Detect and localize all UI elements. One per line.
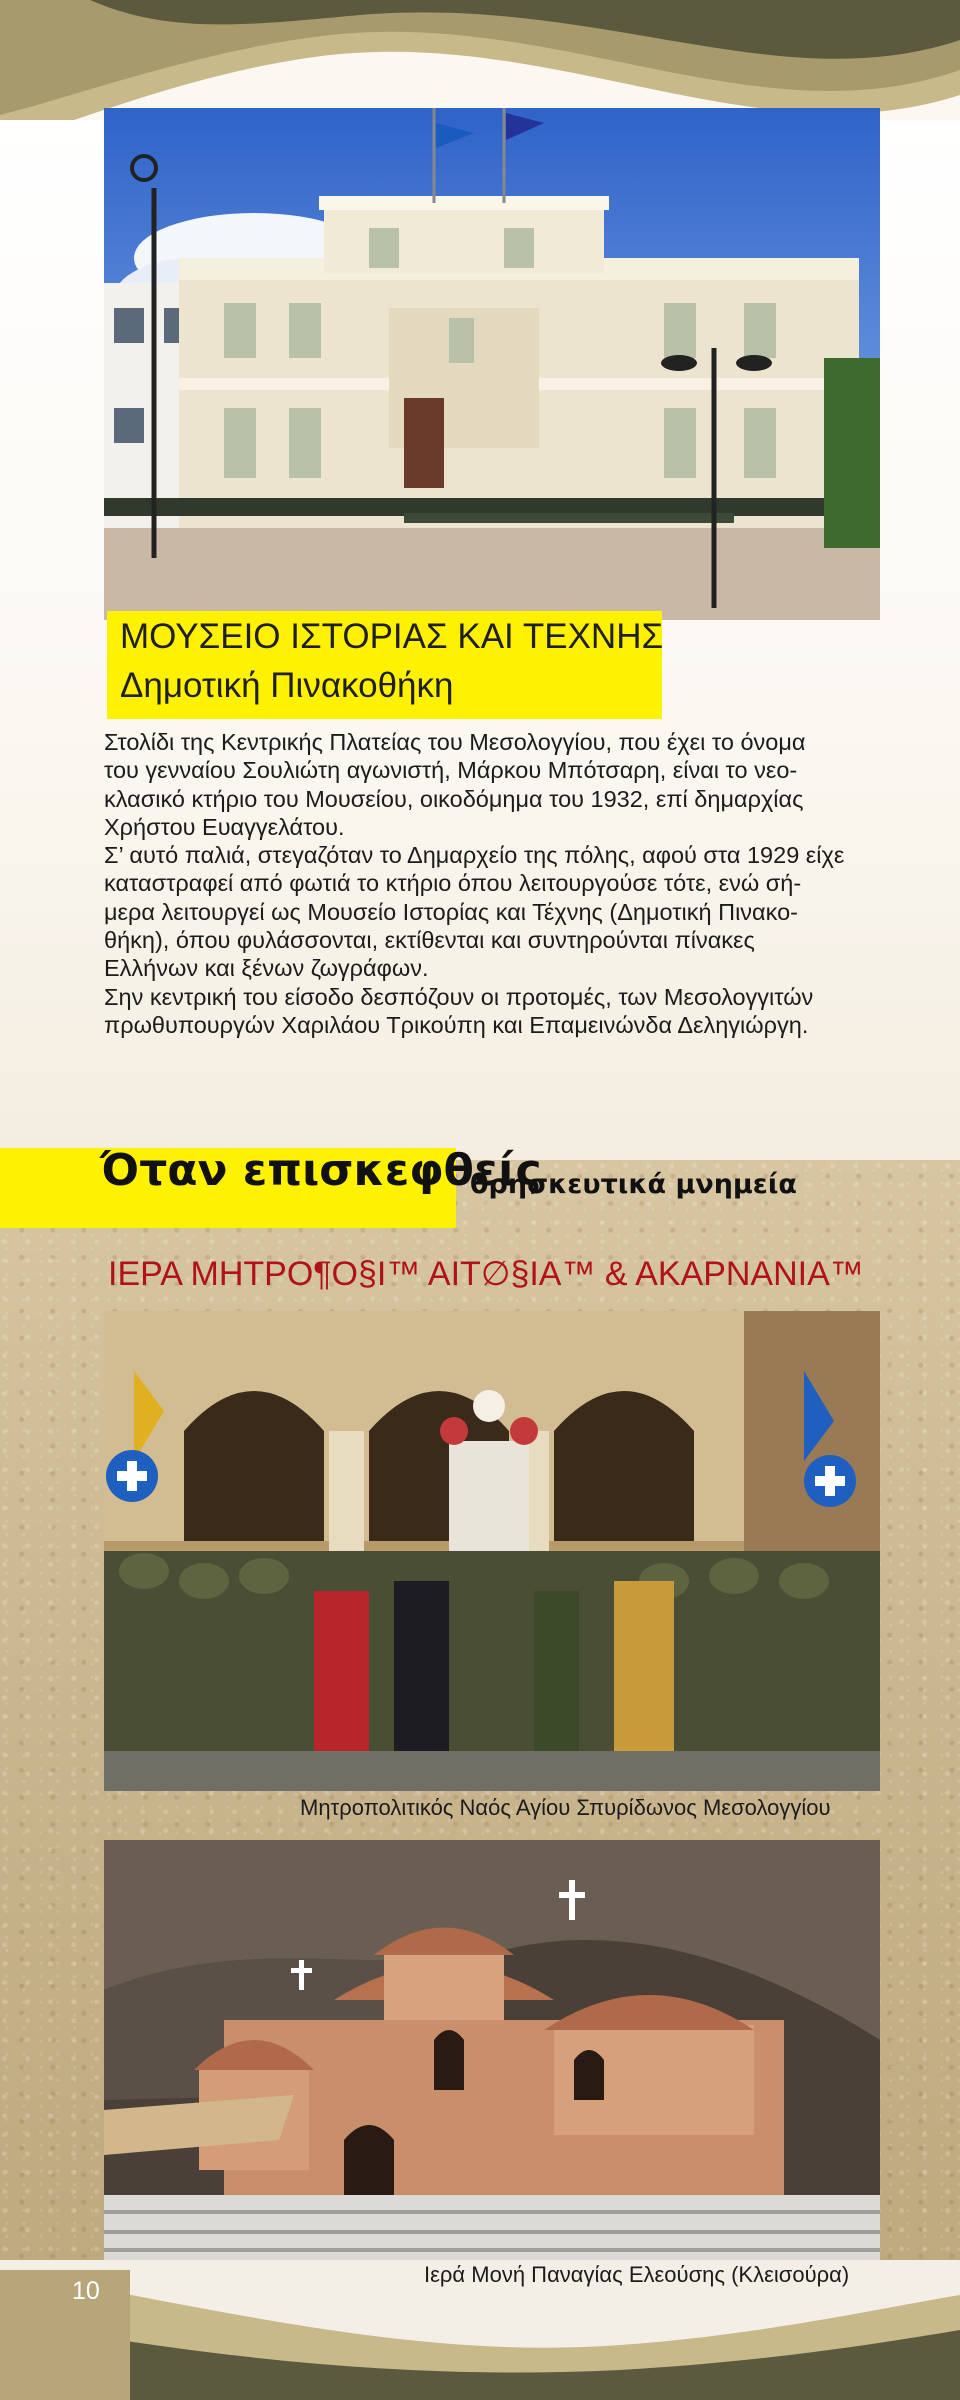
description-line: Χρήστου Ευαγγελάτου.	[104, 813, 345, 840]
page-number: 10	[72, 2277, 100, 2305]
bottom-decorative-band	[0, 2210, 960, 2400]
description-line: Στολίδι της Κεντρικής Πλατείας του Μεσολογγίου, που έχει το όνομα	[104, 729, 806, 755]
section-subheading: θρησκευτικά μνημεία	[470, 1169, 797, 1200]
cathedral-caption: Μητροπολιτικός Ναός Αγίου Σπυρίδωνος Μεσολογγίου	[300, 1795, 831, 1820]
cathedral-procession-photo	[104, 1311, 880, 1791]
description-line: Σην κεντρική του είσοδο δεσπόζουν οι προτομές, των Μεσολογγιτών	[104, 983, 814, 1010]
section-heading: Όταν επισκεφθείς	[100, 1145, 542, 1196]
monastery-caption: Ιερά Μονή Παναγίας Ελεούσης (Κλεισούρα)	[424, 2262, 850, 2287]
museum-building-photo	[104, 108, 880, 620]
monastery-photo	[104, 1840, 880, 2260]
description-line: πρωθυπουργών Χαριλάου Τρικούπη και Επαμεινώνδα Δεληγιώργη.	[104, 1011, 809, 1038]
description-line: κλασικό κτήριο του Μουσείου, οικοδόμημα του 1932, επί δημαρχίας	[104, 785, 804, 812]
description-line: καταστραφεί από φωτιά το κτήριο όπου λειτουργούσε τότε, ενώ σή-	[104, 870, 802, 897]
museum-title: ΜΟΥΣΕΙΟ ΙΣΤΟΡΙΑΣ ΚΑΙ ΤΕΧΝΗΣ	[120, 617, 664, 656]
diocese-title: ΙΕΡΑ ΜΗΤΡΟ¶Ο§Ι™ ΑΙΤ∅§ΙΑ™ & ΑΚΑΡΝΑΝΙΑ™	[108, 1255, 864, 1293]
description-line: του γενναίου Σουλιώτη αγωνιστή, Μάρκου Μπότσαρη, είναι το νεο-	[104, 757, 798, 784]
description-line: Σ’ αυτό παλιά, στεγαζόταν το Δημαρχείο της πόλης, αφού στα 1929 είχε	[104, 842, 845, 869]
description-line: θήκη), όπου φυλάσσονται, εκτίθενται και συντηρούνται πίνακες	[104, 927, 755, 954]
museum-description	[104, 728, 934, 1039]
description-line: Ελλήνων και ξένων ζωγράφων.	[104, 955, 429, 982]
description-line: μερα λειτουργεί ως Μουσείο Ιστορίας και Τέχνης (Δημοτική Πινακο-	[104, 898, 798, 925]
museum-subtitle: Δημοτική Πινακοθήκη	[120, 666, 454, 705]
